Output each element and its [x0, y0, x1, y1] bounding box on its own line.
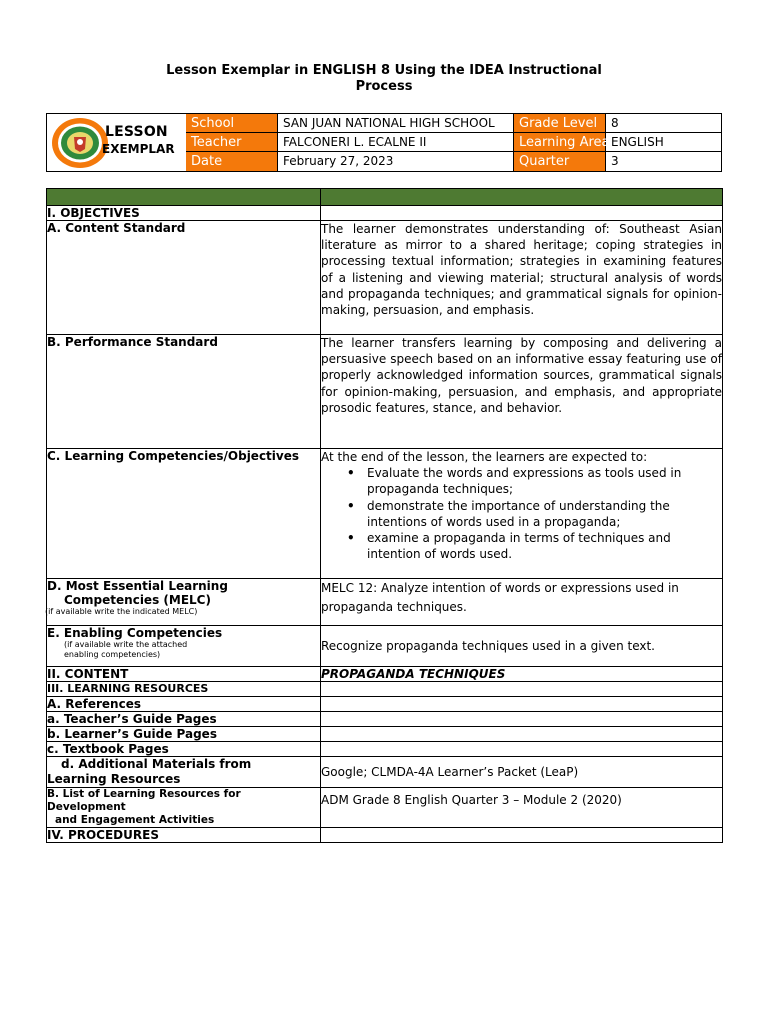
melc-label-line-2: Competencies (MELC): [64, 593, 211, 607]
header-row-teacher: [186, 133, 721, 152]
learning-area-label: Learning Area: [514, 133, 606, 152]
lesson-exemplar-label: [102, 124, 175, 158]
performance-standard-label: B. Performance Standard: [47, 335, 321, 449]
header-info-grid: [186, 114, 721, 171]
resources-heading: III. LEARNING RESOURCES: [47, 682, 321, 697]
enabling-label-cell: [47, 626, 321, 667]
title-line-1: Lesson Exemplar in ENGLISH 8 Using the IDEA Instructional: [166, 63, 602, 78]
table-header-row: [47, 189, 723, 206]
learners-guide-label: b. Learner’s Guide Pages: [47, 727, 321, 742]
grade-level-value: 8: [606, 114, 721, 133]
lesson-label: LESSON: [105, 124, 168, 140]
teacher-label: Teacher: [186, 133, 278, 152]
competencies-list: [321, 465, 722, 562]
learners-guide-row: [47, 727, 723, 742]
objectives-heading-row: [47, 206, 723, 221]
title-line-2: Process: [355, 79, 413, 94]
melc-text: [321, 579, 723, 626]
performance-standard-text: The learner transfers learning by composing and delivering a persuasive speech based on an informative essay featuring use of properly acknowledged information sources, grammatical signals for opinion-making, persuasion, and emphasis, and appropriate prosodic features, stance, and behavior.: [321, 335, 723, 449]
school-label: School: [186, 114, 278, 133]
header-row-school: [186, 114, 721, 133]
document-title: [0, 63, 768, 95]
melc-row: [47, 579, 723, 626]
exemplar-label: EXEMPLAR: [102, 142, 175, 156]
teachers-guide-row: [47, 712, 723, 727]
teachers-guide-label: a. Teacher’s Guide Pages: [47, 712, 321, 727]
melc-value: MELC 12: Analyze intention of words or expressions used in propaganda techniques.: [321, 581, 679, 614]
date-value: February 27, 2023: [278, 152, 514, 171]
competency-item: • examine a propaganda in terms of techniques and intention of words used.: [367, 530, 722, 562]
performance-standard-row: [47, 335, 723, 449]
content-standard-row: [47, 221, 723, 335]
competencies-label: C. Learning Competencies/Objectives: [47, 449, 321, 579]
enabling-label: E. Enabling Competencies: [47, 626, 223, 640]
additional-materials-row: [47, 757, 723, 788]
enabling-note-1: (if available write the attached: [64, 640, 188, 649]
melc-label-line-1: D. Most Essential Learning: [47, 579, 228, 593]
references-label: A. References: [47, 697, 321, 712]
school-seal-icon: [50, 117, 110, 169]
resources-list-row: [47, 788, 723, 828]
enabling-row: [47, 626, 723, 667]
lesson-plan-table: [46, 188, 723, 843]
melc-note: (if available write the indicated MELC): [45, 607, 198, 616]
content-heading: II. CONTENT: [47, 667, 321, 682]
quarter-value: 3: [611, 154, 619, 168]
melc-label-cell: [47, 579, 321, 626]
list-line-1: B. List of Learning Resources for: [47, 788, 241, 800]
list-line-3: and Engagement Activities: [55, 814, 215, 826]
header-block: [46, 113, 722, 172]
competency-item: • demonstrate the importance of understanding the intentions of words used in a propaganda;: [367, 498, 722, 530]
additional-materials-value: Google; CLMDA-4A Learner’s Packet (LeaP): [321, 757, 723, 788]
content-standard-text: The learner demonstrates understanding of: Southeast Asian literature as mirror to a shared heritage; coping strategies in processing textual information; strategies in examining features of a listening and viewing material; structural analysis of words and propaganda techniques; and grammatical signals for opinion- making, persuasion, and emphasis.: [321, 221, 723, 335]
textbook-label: c. Textbook Pages: [47, 742, 321, 757]
logo-cell: [47, 114, 187, 171]
procedures-row: [47, 828, 723, 843]
textbook-row: [47, 742, 723, 757]
header-row-date: [186, 152, 721, 171]
grade-level-label: Grade Level: [514, 114, 606, 133]
quarter-label: Quarter: [514, 152, 606, 171]
additional-materials-label: [47, 757, 321, 788]
references-row: [47, 697, 723, 712]
resources-heading-row: [47, 682, 723, 697]
enabling-note-2: enabling competencies): [64, 650, 161, 659]
resources-list-value: ADM Grade 8 English Quarter 3 – Module 2 (2020): [321, 788, 723, 828]
school-value: SAN JUAN NATIONAL HIGH SCHOOL: [278, 114, 514, 133]
competency-item: • Evaluate the words and expressions as tools used in propaganda techniques;: [367, 465, 722, 497]
content-row: [47, 667, 723, 682]
competencies-intro: At the end of the lesson, the learners are expected to:: [321, 450, 648, 464]
competencies-row: [47, 449, 723, 579]
teacher-value: FALCONERI L. ECALNE II: [278, 133, 514, 152]
learning-area-value: ENGLISH: [606, 133, 721, 152]
additional-line-1: d. Additional Materials from: [61, 757, 252, 771]
competencies-cell: [321, 449, 723, 579]
content-value: PROPAGANDA TECHNIQUES: [321, 667, 723, 682]
content-standard-label: A. Content Standard: [47, 221, 321, 335]
objectives-heading: I. OBJECTIVES: [47, 206, 321, 221]
list-line-2: Development: [47, 801, 126, 813]
additional-line-2: Learning Resources: [47, 772, 181, 786]
date-label: Date: [186, 152, 278, 171]
enabling-text: Recognize propaganda techniques used in a given text.: [321, 626, 723, 667]
resources-list-label: [47, 788, 321, 828]
procedures-heading: IV. PROCEDURES: [47, 828, 321, 843]
